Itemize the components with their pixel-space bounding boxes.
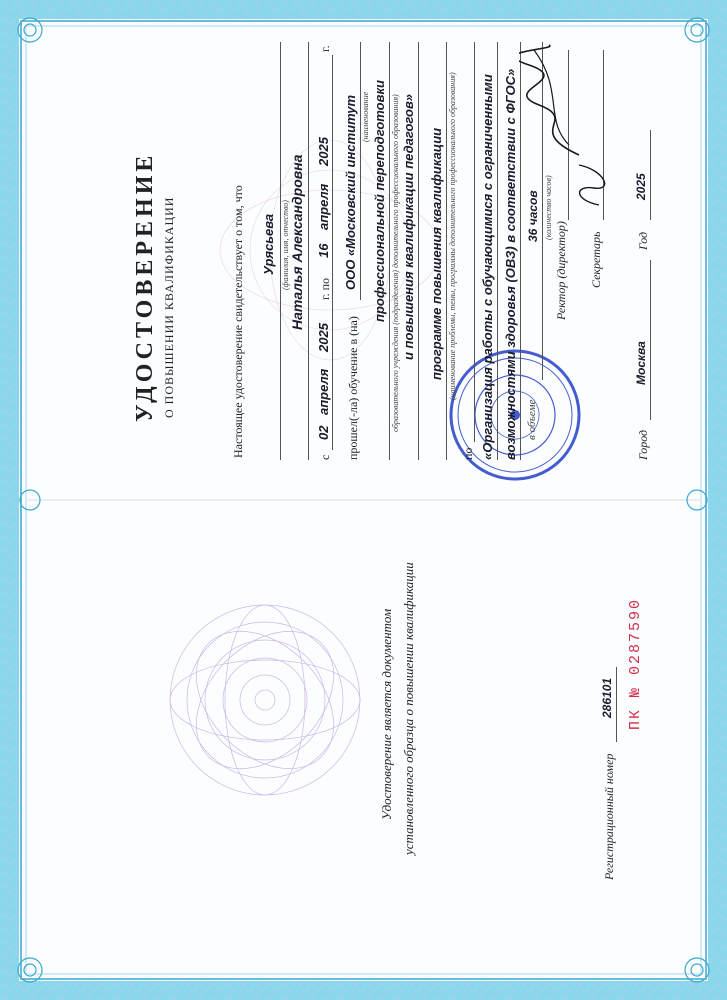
to-year: 2025 xyxy=(315,137,331,166)
po-label: по xyxy=(460,447,475,460)
org-line-1: ООО «Московский институт xyxy=(342,94,358,290)
program-caption: (наименование проблемы, темы, программы дополнительного профессионального образования) xyxy=(447,72,457,400)
certificate-subtitle: О ПОВЫШЕНИИ КВАЛИФИКАЦИИ xyxy=(161,196,176,418)
surname: Урясьева xyxy=(260,213,276,275)
program-type: программе повышения квалификации xyxy=(428,127,444,380)
rector-label: Ректор (директор) xyxy=(553,221,568,320)
year-label: Год xyxy=(635,231,650,250)
rector-signature xyxy=(519,40,589,160)
secretary-signature xyxy=(569,160,609,210)
program-line-2: возможностями здоровья (ОВЗ) в соответствии с ФГОС» xyxy=(502,68,518,460)
certificate-title: УДОСТОВЕРЕНИЕ xyxy=(131,151,158,422)
year-suffix-2: г. xyxy=(317,45,332,52)
org-line-2: профессиональной переподготовки xyxy=(371,80,387,322)
from-year: 2025 xyxy=(315,323,331,352)
city-value: Москва xyxy=(633,341,648,385)
intro-text: Настоящее удостоверение свидетельствует о том, что xyxy=(230,185,245,458)
certificate-spread xyxy=(34,20,694,980)
year-value: 2025 xyxy=(633,173,648,200)
org-line-3: и повышения квалификации педагогов» xyxy=(400,93,416,360)
fio-caption: (фамилия, имя, отчество) xyxy=(280,200,290,290)
serial-number: ПК № 0287590 xyxy=(626,597,644,730)
to-day: 16 xyxy=(315,243,331,258)
city-label: Город xyxy=(635,429,650,460)
from-day: 02 xyxy=(315,425,331,440)
volume-value: 36 часов xyxy=(525,190,540,242)
reg-number-label: Регистрационный номер xyxy=(601,753,616,880)
program-line-1: «Организация работы с обучающимися с ограниченными xyxy=(479,74,495,460)
from-month: апреля xyxy=(315,368,331,415)
studied-label: прошел(-ла) обучение в (на) xyxy=(345,316,360,460)
to-month: апреля xyxy=(315,183,331,230)
note-line-1: Удостоверение является документом xyxy=(378,608,394,820)
reg-number-value: 286101 xyxy=(599,677,614,718)
from-prefix: с xyxy=(317,454,332,460)
note-line-2: установленного образца о повышении квалификации xyxy=(400,562,416,855)
full-name: Наталья Александровна xyxy=(288,154,305,330)
volume-label: в объеме xyxy=(525,399,538,440)
org-caption-2: образовательного учреждения (подразделения) дополнительного профессионального образования) xyxy=(390,94,400,432)
secretary-label: Секретарь xyxy=(588,231,603,288)
year-suffix-1: г. по xyxy=(317,278,332,300)
org-caption-1: (наименование xyxy=(360,91,370,142)
volume-caption: (количество часов) xyxy=(543,175,553,240)
